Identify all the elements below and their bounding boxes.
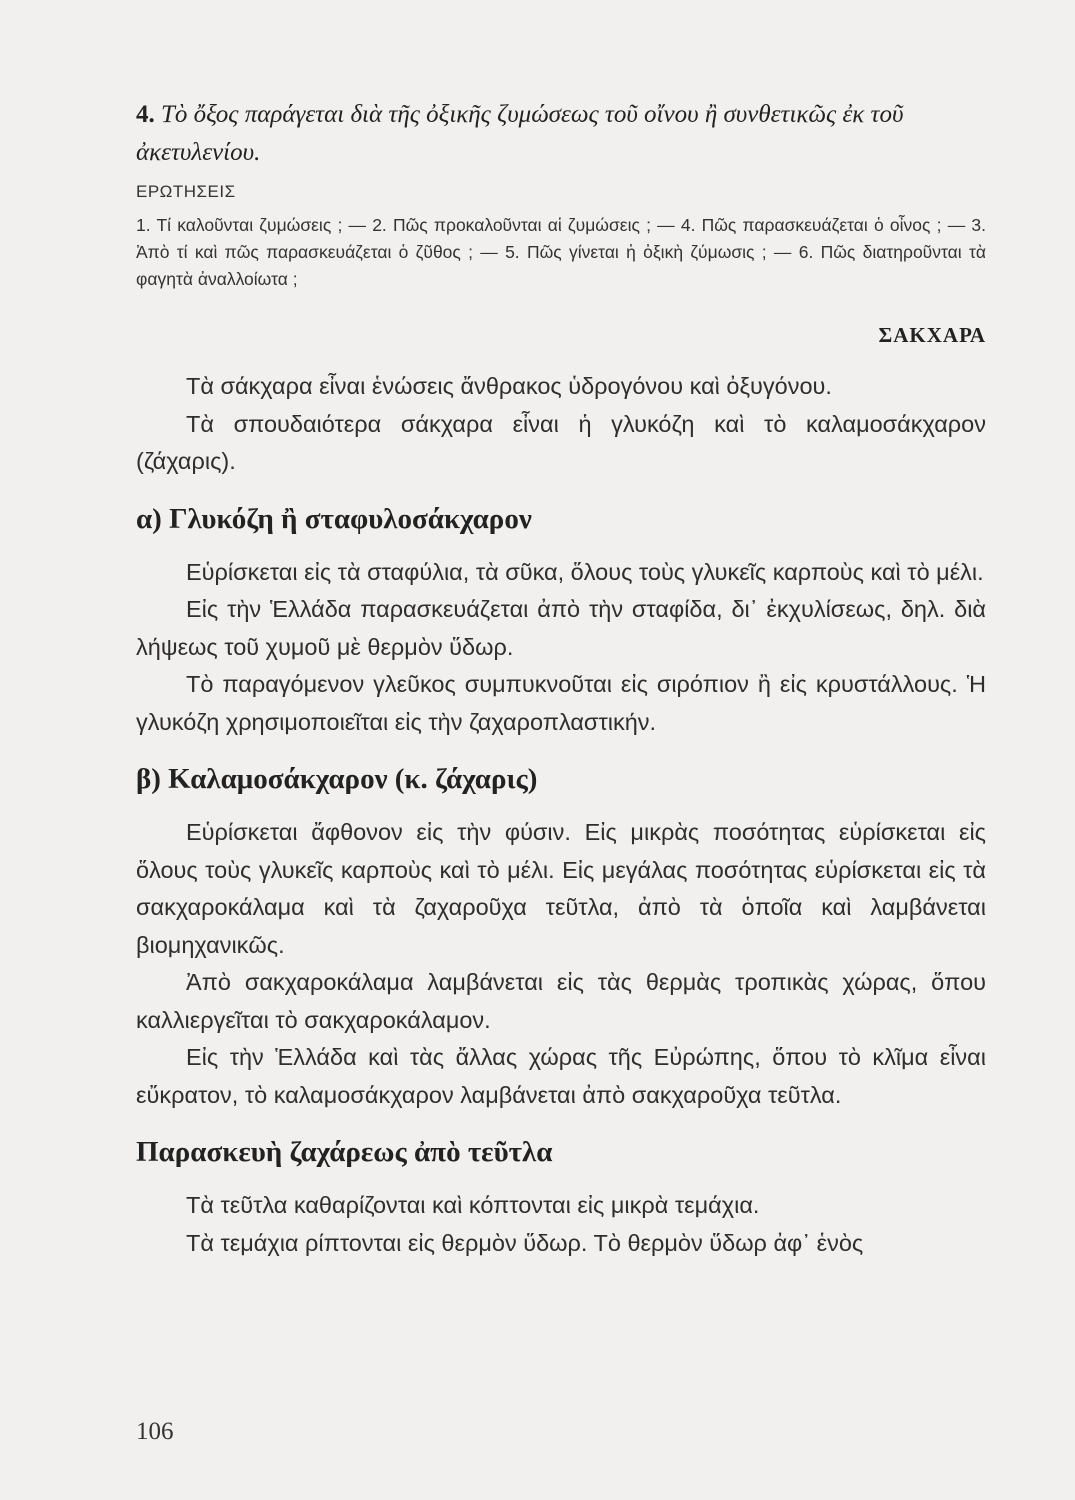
questions-text: 1. Τί καλοῦνται ζυμώσεις ; — 2. Πῶς προκαλοῦνται αἱ ζυμώσεις ; — 4. Πῶς παρασκευάζεται ὁ οἶνος ; — 3. Ἀπὸ τί καὶ πῶς παρασκευάζεται ὁ ζῦθος ; — 5. Πῶς γίνεται ἡ ὀξικὴ ζύμωσις ; — 6. Πῶς διατηροῦνται τὰ φαγητὰ ἀναλλοίωτα ; [136,215,986,289]
sucrose-paragraph-1: Εὑρίσκεται ἄφθονον εἰς τὴν φύσιν. Εἰς μικρὰς ποσότητας εὑρίσκεται εἰς ὅλους τοὺς γλυκεῖς καρποὺς καὶ τὸ μέλι. Εἰς μεγάλας ποσότητας εὑρίσκεται εἰς τὰ σακχαροκάλαμα καὶ τὰ ζαχαροῦχα τεῦτλα, ἀπὸ τὰ ὁποῖα καὶ λαμβάνεται βιομηχανικῶς. [136,819,986,958]
intro-paragraph [136,96,986,172]
questions-heading: ΕΡΩΤΗΣΕΙΣ [136,182,236,201]
glucose-heading: α) Γλυκόζη ἢ σταφυλοσάκχαρον [136,502,532,535]
glucose-paragraph-3: Τὸ παραγόμενον γλεῦκος συμπυκνοῦται εἰς σιρόπιον ἢ εἰς κρυστάλλους. Ἡ γλυκόζη χρησιμοποιεῖται εἰς τὴν ζαχαροπλαστικήν. [136,671,986,735]
intro-number: 4. [136,101,155,128]
glucose-paragraph-1: Εὑρίσκεται εἰς τὰ σταφύλια, τὰ σῦκα, ὅλους τοὺς γλυκεῖς καρποὺς καὶ τὸ μέλι. [186,558,984,585]
glucose-paragraph-2: Εἰς τὴν Ἑλλάδα παρασκευάζεται ἀπὸ τὴν σταφίδα, δι᾽ ἐκχυλίσεως, δηλ. διὰ λήψεως τοῦ χυμοῦ μὲ θερμὸν ὕδωρ. [136,596,986,660]
intro-text: Τὸ ὄξος παράγεται διὰ τῆς ὀξικῆς ζυμώσεως τοῦ οἴνου ἢ συνθετικῶς ἐκ τοῦ ἀκετυλενίου. [136,101,904,166]
page-number: 106 [136,1418,174,1445]
sucrose-paragraph-2: Ἀπὸ σακχαροκάλαμα λαμβάνεται εἰς τὰς θερμὰς τροπικὰς χώρας, ὅπου καλλιεργεῖται τὸ σακχαροκάλαμον. [136,969,986,1033]
sucrose-paragraph-3: Εἰς τὴν Ἑλλάδα καὶ τὰς ἄλλας χώρας τῆς Εὐρώπης, ὅπου τὸ κλῖμα εἶναι εὔκρατον, τὸ καλαμοσάκχαρον λαμβάνεται ἀπὸ σακχαροῦχα τεῦτλα. [136,1044,986,1108]
beet-paragraph-1: Τὰ τεῦτλα καθαρίζονται καὶ κόπτονται εἰς μικρὰ τεμάχια. [186,1192,760,1218]
section-paragraph-1: Τὰ σάκχαρα εἶναι ἑνώσεις ἄνθρακος ὑδρογόνου καὶ ὀξυγόνου. [186,373,832,399]
beet-heading: Παρασκευὴ ζαχάρεως ἀπὸ τεῦτλα [136,1136,553,1168]
sucrose-heading: β) Καλαμοσάκχαρον (κ. ζάχαρις) [136,763,538,795]
beet-paragraph-2: Τὰ τεμάχια ρίπτονται εἰς θερμὸν ὕδωρ. Τὸ θερμὸν ὕδωρ ἀφ᾽ ἑνὸς [186,1229,864,1256]
section-title: ΣΑΚΧΑΡΑ [878,323,986,347]
section-paragraph-2: Τὰ σπουδαιότερα σάκχαρα εἶναι ἡ γλυκόζη καὶ τὸ καλαμοσάκχαρον (ζάχαρις). [136,410,986,474]
page-content [136,96,986,1262]
